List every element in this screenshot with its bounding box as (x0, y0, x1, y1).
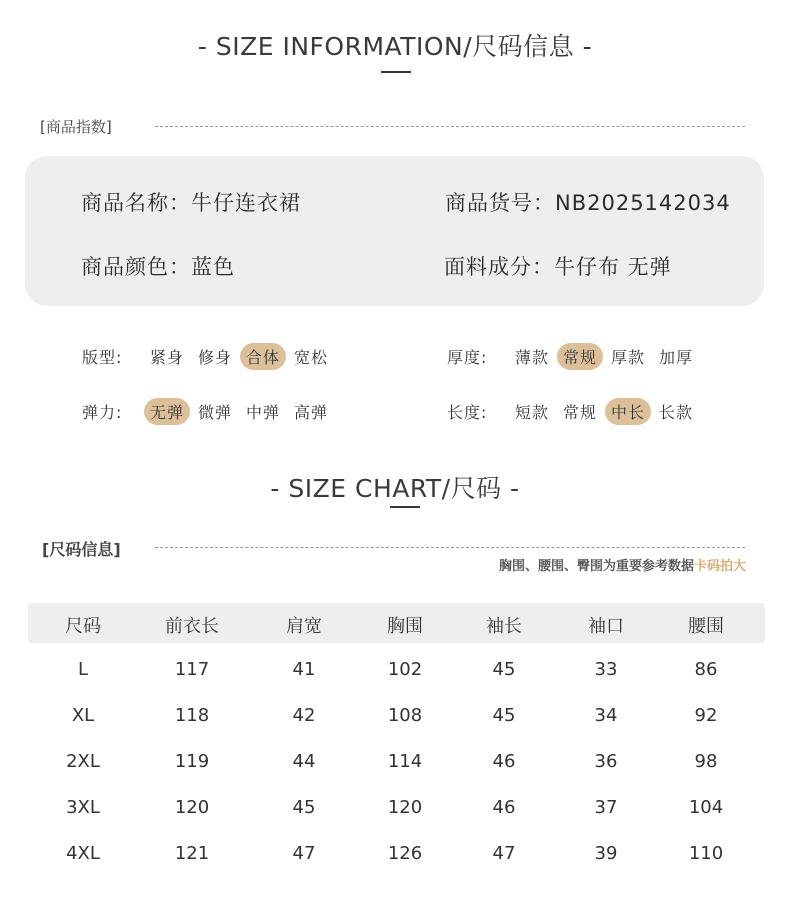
table-cell: 47 (292, 843, 316, 864)
table-size-cell: XL (71, 705, 95, 726)
table-cell: 45 (292, 797, 316, 818)
table-cell: 118 (174, 705, 210, 726)
table-cell: 46 (492, 797, 516, 818)
size-information-title: - SIZE INFORMATION/尺码信息 - (197, 32, 593, 61)
table-cell: 37 (594, 797, 618, 818)
table-cell: 114 (387, 751, 423, 772)
table-cell: 92 (694, 705, 718, 726)
table-header-cell: 袖口 (588, 616, 624, 637)
size-note-text: 胸围、腰围、臀围为重要参考数据 (498, 559, 694, 574)
elasticity-option: 高弹 (294, 403, 329, 422)
product-sku: 商品货号：NB2025142034 (445, 191, 731, 215)
table-cell: 41 (292, 659, 316, 680)
dashed-divider (155, 547, 745, 548)
size-info-tag: [尺码信息] (42, 540, 121, 559)
fit-option: 紧身 (150, 348, 185, 367)
table-cell: 33 (594, 659, 618, 680)
table-header-cell: 前衣长 (165, 616, 219, 637)
table-cell: 45 (492, 705, 516, 726)
product-info-panel (25, 156, 764, 306)
title-underline (381, 71, 411, 73)
size-note-accent: 卡码拍大 (693, 559, 746, 574)
table-cell: 86 (694, 659, 718, 680)
elasticity-label: 弹力: (82, 403, 123, 422)
fit-option: 宽松 (294, 348, 329, 367)
table-cell: 108 (387, 705, 423, 726)
table-size-cell: 4XL (66, 843, 100, 864)
table-header-cell: 袖长 (486, 616, 522, 637)
thickness-option: 加厚 (659, 348, 694, 367)
size-note (499, 555, 746, 574)
table-cell: 34 (594, 705, 618, 726)
table-size-cell: 3XL (66, 797, 100, 818)
fit-option: 修身 (198, 348, 233, 367)
fit-attribute (82, 343, 336, 370)
table-cell: 119 (174, 751, 210, 772)
table-cell: 44 (292, 751, 316, 772)
table-cell: 104 (688, 797, 724, 818)
table-cell: 47 (492, 843, 516, 864)
table-cell: 102 (387, 659, 423, 680)
thickness-option: 常规 (557, 343, 603, 370)
elasticity-attribute (82, 398, 336, 425)
table-header-cell: 胸围 (387, 616, 423, 637)
length-label: 长度: (447, 403, 488, 422)
product-name: 商品名称：牛仔连衣裙 (81, 191, 301, 215)
length-option: 常规 (563, 403, 598, 422)
fit-option: 合体 (240, 343, 286, 370)
table-cell: 36 (594, 751, 618, 772)
length-option: 中长 (605, 398, 651, 425)
elasticity-option: 无弹 (144, 398, 190, 425)
elasticity-option: 微弹 (198, 403, 233, 422)
thickness-option: 厚款 (611, 348, 646, 367)
table-cell: 120 (174, 797, 210, 818)
table-cell: 120 (387, 797, 423, 818)
table-cell: 126 (387, 843, 423, 864)
thickness-option: 薄款 (515, 348, 550, 367)
length-option: 短款 (515, 403, 550, 422)
table-cell: 117 (174, 659, 210, 680)
thickness-attribute (447, 343, 701, 370)
fit-label: 版型: (82, 348, 123, 367)
table-cell: 39 (594, 843, 618, 864)
table-header-cell: 肩宽 (286, 616, 322, 637)
size-chart-title: - SIZE CHART/尺码 - (270, 474, 520, 503)
elasticity-option: 中弹 (246, 403, 281, 422)
length-attribute (447, 398, 701, 425)
product-color: 商品颜色：蓝色 (81, 255, 235, 279)
table-size-cell: L (77, 659, 89, 680)
dashed-divider (155, 126, 745, 127)
table-size-cell: 2XL (66, 751, 100, 772)
table-cell: 121 (174, 843, 210, 864)
product-index-tag: [商品指数] (40, 118, 112, 136)
table-cell: 46 (492, 751, 516, 772)
title-underline (390, 506, 420, 508)
table-cell: 45 (492, 659, 516, 680)
table-cell: 42 (292, 705, 316, 726)
product-fabric: 面料成分：牛仔布 无弹 (444, 255, 672, 279)
table-header-cell: 腰围 (688, 616, 724, 637)
length-option: 长款 (659, 403, 694, 422)
table-cell: 98 (694, 751, 718, 772)
table-header-cell: 尺码 (65, 616, 101, 637)
table-cell: 110 (688, 843, 724, 864)
thickness-label: 厚度: (447, 348, 488, 367)
